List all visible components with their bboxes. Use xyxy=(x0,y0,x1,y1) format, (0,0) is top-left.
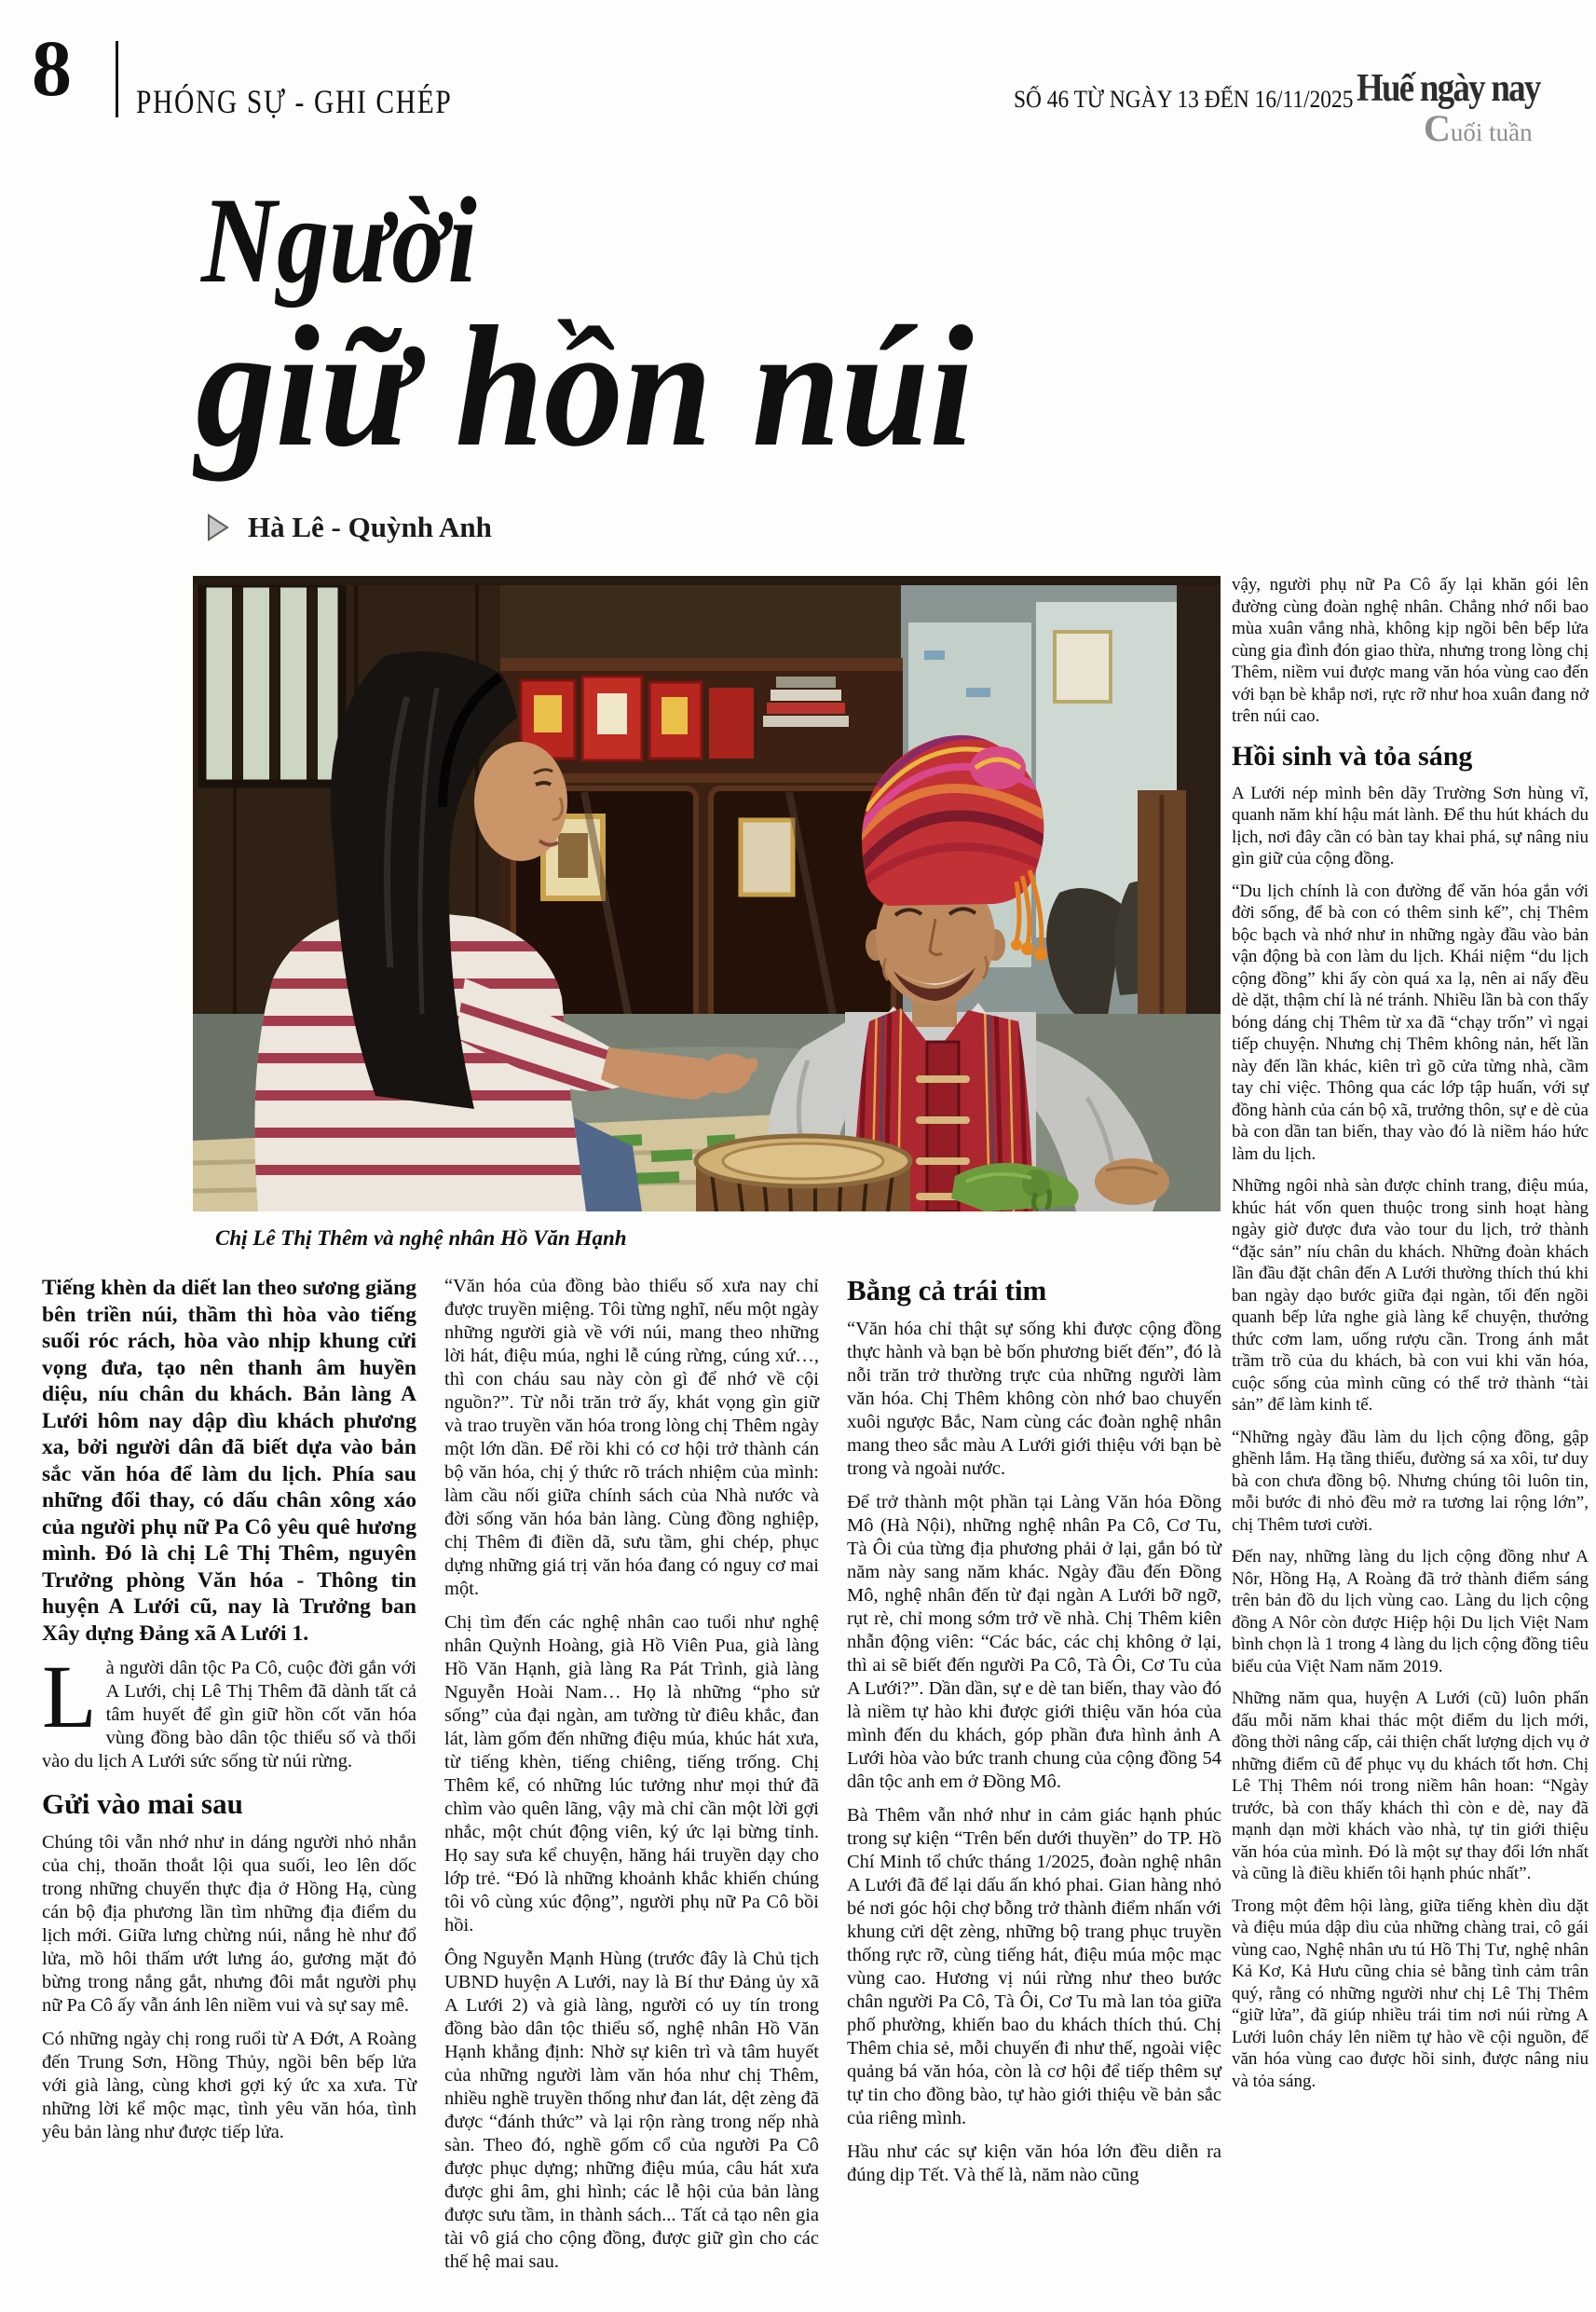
paragraph: Hầu như các sự kiện văn hóa lớn đều diễn ra đúng dịp Tết. Và thế là, năm nào cũng xyxy=(847,2141,1221,2186)
column-4 xyxy=(1232,574,1589,2102)
byline-triangle-icon xyxy=(207,513,229,541)
masthead-edition: Cuối tuần xyxy=(1424,107,1533,149)
paragraph: Có những ngày chị rong ruổi từ A Đớt, A Roàng đến Trung Sơn, Hồng Thủy, ngồi bên bếp lửa với già làng, cùng khơi gợi ký ức xa xưa. Từ những lời kể mộc mạc, tình yêu văn hóa, tình yêu bản làng như được tiếp lửa. xyxy=(42,2029,416,2143)
article-title-line2: giữ hồn núi xyxy=(196,291,974,483)
lead-paragraph: Tiếng khèn da diết lan theo sương giăng bên triền núi, thầm thì hòa vào tiếng suối róc rách, hòa vào nhịp khung cửi vọng đưa, tạo nên thanh âm huyền diệu, níu chân du khách. Bản làng A Lưới hôm nay dập dìu khách phương xa, bởi người dân đã biết dựa vào bản sắc văn hóa để làm du lịch. Phía sau những đổi thay, có dấu chân xông xáo của người phụ nữ Pa Cô yêu quê hương mình. Đó là chị Lê Thị Thêm, nguyên Trưởng phòng Văn hóa - Thông tin huyện A Lưới cũ, nay là Trưởng ban Xây dựng Đảng xã A Lưới 1. xyxy=(42,1276,416,1646)
column-1 xyxy=(42,1275,416,2284)
masthead-logo xyxy=(1357,69,1589,147)
paragraph: Những ngôi nhà sàn được chỉnh trang, điệu múa, khúc hát vốn quen thuộc trong sinh hoạt hàng ngày giờ được đưa vào tour du lịch, trở thành “đặc sản” níu chân du khách. Những đoàn khách lần đầu đặt chân đến A Lưới thường thích thú khi ban ngày dạo bước giữa đại ngàn, tối đến ngồi quanh bếp lửa nghe già làng kể chuyện, thưởng thức cơm lam, uống rượu cần. Trong ánh mắt trầm trồ của du khách, bà con vui khi văn hóa, cuộc sống của mình cũng có thể trở thành “tài sản” để làm kinh tế. xyxy=(1232,1176,1589,1415)
page-number: 8 xyxy=(32,23,72,113)
section-heading-gui-vao-mai-sau: Gửi vào mai sau xyxy=(42,1787,243,1820)
byline-authors: Hà Lê - Quỳnh Anh xyxy=(248,511,492,543)
paragraph: Chúng tôi vẫn nhớ như in dáng người nhỏ nhắn của chị, thoăn thoắt lội qua suối, leo lên dốc trong những chuyến thực địa ở Hồng Hạ, cùng cán bộ địa phương lần tìm những địa điểm du lịch mới. Giữa lưng chừng núi, nắng hè như đổ lửa, mồ hôi thấm ướt lưng áo, gương mặt đỏ bừng trong nắng gắt, nhưng đôi mắt người phụ nữ Pa Cô ấy vẫn ánh lên niềm vui và sự say mê. xyxy=(42,1832,416,2017)
section-title: PHÓNG SỰ - GHI CHÉP xyxy=(136,83,453,120)
section-heading-hoi-sinh-va-toa-sang: Hồi sinh và tỏa sáng xyxy=(1232,740,1473,772)
column-2 xyxy=(444,1275,819,2284)
header-divider xyxy=(116,41,118,117)
paragraph: “Những ngày đầu làm du lịch cộng đồng, gập ghềnh lắm. Hạ tầng thiếu, đường sá xa xôi, tư duy bà con chưa đồng bộ. Nhưng chúng tôi luôn tin, mỗi bước đi nhỏ đều mở ra tương lai rộng lớn”, chị Thêm tươi cười. xyxy=(1232,1427,1589,1535)
paragraph: “Văn hóa của đồng bào thiểu số xưa nay chỉ được truyền miệng. Tôi từng nghĩ, nếu một ngày những người già về với núi, mang theo những lời hát, điệu múa, nghi lễ cúng rừng, cúng xứ…, thì con cháu sau này còn gì để nhớ về cội nguồn?”. Từ nỗi trăn trở ấy, khát vọng gìn giữ và trao truyền văn hóa trong lòng chị Thêm ngày một lớn dần. Để rồi khi có cơ hội trở thành cán bộ văn hóa, chị ý thức rõ trách nhiệm của mình: làm cầu nối giữa chính sách của Nhà nước và đời sống văn hóa bản làng. Cùng đồng nghiệp, chị Thêm đi điền dã, sưu tầm, ghi chép, phục dựng những giá trị văn hóa đang có nguy cơ mai một. xyxy=(444,1276,819,1599)
article-title-line1: Người xyxy=(201,171,477,308)
dropcap-letter: L xyxy=(42,1647,97,1746)
paragraph: vậy, người phụ nữ Pa Cô ấy lại khăn gói lên đường cùng đoàn nghệ nhân. Chẳng nhớ nổi bao mùa xuân vắng nhà, không kịp ngồi bên bếp lửa cùng gia đình đón giao thừa, nhưng trong lòng chị Thêm, niềm vui được mang văn hóa vùng cao đến với bạn bè khắp nơi, rực rỡ như hoa xuân đang nở trên núi cao. xyxy=(1232,575,1589,726)
photo-caption: Chị Lê Thị Thêm và nghệ nhân Hồ Văn Hạnh xyxy=(215,1226,627,1250)
photo-illustration xyxy=(193,576,1221,1211)
paragraph: Đến nay, những làng du lịch cộng đồng như A Nôr, Hồng Hạ, A Roàng đã trở thành điểm sáng trên bản đồ du lịch vùng cao. Làng du lịch cộng đồng A Nôr còn được Hiệp hội Du lịch Việt Nam bình chọn là 1 trong 4 làng du lịch cộng đồng tiêu biểu của Việt Nam năm 2019. xyxy=(1232,1547,1589,1676)
byline xyxy=(207,511,492,544)
issue-info: SỐ 46 TỪ NGÀY 13 ĐẾN 16/11/2025 xyxy=(1014,86,1354,113)
paragraph: Trong một đêm hội làng, giữa tiếng khèn dìu dặt và điệu múa dập dìu của những chàng trai, cô gái vùng cao, Nghệ nhân ưu tú Hồ Thị Tư, nghệ nhân Kả Kơ, Kả Hưu cũng chia sẻ bằng tình cảm trân quý, rằng có những người như chị Lê Thị Thêm “giữ lửa”, đã giúp nhiều trái tim nơi núi rừng A Lưới luôn cháy lên niềm tự hào về cội nguồn, để văn hóa vùng cao được hồi sinh, được nâng niu và tỏa sáng. xyxy=(1232,1895,1589,2091)
paragraph: A Lưới nép mình bên dãy Trường Sơn hùng vĩ, quanh năm khí hậu mát lành. Để thu hút khách du lịch, nơi đây cần có bàn tay khai phá, sự nâng niu gìn giữ của cộng đồng. xyxy=(1232,783,1589,869)
paragraph: “Du lịch chính là con đường để văn hóa gắn với đời sống, để bà con có thêm sinh kế”, chị Thêm bộc bạch và nhớ như in những ngày đầu vào bản vận động bà con làm du lịch. Khái niệm “du lịch cộng đồng” khi ấy còn quá xa lạ, nên ai nấy đều dè dặt, thậm chí là né tránh. Nhiều lần bà con thấy bóng dáng chị Thêm từ xa đã “chạy trốn” vì ngại tiếp chuyện. Nhưng chị Thêm không nản, hết lần này đến lần khác, kiên trì gõ cửa từng nhà, cầm tay chỉ việc. Thông qua các lớp tập huấn, với sự đồng hành của cán bộ xã, trưởng thôn, sự e dè của bà con dần tan biến, thay vào đó là niềm háo hức làm du lịch. xyxy=(1232,881,1589,1164)
column-3 xyxy=(847,1275,1221,2284)
paragraph: Bà Thêm vẫn nhớ như in cảm giác hạnh phúc trong sự kiện “Trên bến dưới thuyền” do TP. Hồ Chí Minh tổ chức tháng 1/2025, đoàn nghệ nhân A Lưới đã để lại dấu ấn khó phai. Gian hàng nhỏ bé nơi góc hội chợ bỗng trở thành điểm nhấn với khung cửi dệt zèng, những bộ trang phục truyền thống rực rỡ, cùng tiếng hát, điệu múa mộc mạc vùng cao. Hương vị núi rừng như theo bước chân người Pa Cô, Tà Ôi, Cơ Tu mà lan tỏa giữa phố phường, khiến bao du khách thích thú. Chị Thêm chia sẻ, mỗi chuyến đi như thế, ngoài việc quảng bá văn hóa, còn là cơ hội để tiếp thêm sự tự tin cho đồng bào, tự hào giới thiệu về bản sắc của riêng mình. xyxy=(847,1805,1221,2129)
article-body xyxy=(42,1275,1221,2284)
paragraph: Những năm qua, huyện A Lưới (cũ) luôn phấn đấu mỗi năm khai thác một điểm du lịch mới, đồng thời nâng cấp, cải thiện chất lượng dịch vụ ở những điểm cũ để phục vụ du khách tốt hơn. Chị Lê Thị Thêm nói trong niềm hân hoan: “Ngày trước, bà con thấy khách thì còn e dè, nay đã mạnh dạn mời khách vào nhà, tự tin giới thiệu văn hóa của mình. Đó là một sự thay đổi lớn nhất và cũng là điều khiến tôi hạnh phúc nhất”. xyxy=(1232,1689,1589,1883)
masthead-name: Huế ngày nay xyxy=(1357,67,1540,110)
article-photo xyxy=(193,576,1221,1211)
dropcap-paragraph xyxy=(42,1647,416,1773)
dropcap-paragraph-text: à người dân tộc Pa Cô, cuộc đời gắn với A Lưới, chị Lê Thị Thêm đã dành tất cả tâm huyết để gìn giữ hồn cốt văn hóa vùng đồng bào dân tộc thiểu số và thổi vào du lịch A Lưới sức sống từ núi rừng. xyxy=(42,1658,416,1772)
paragraph: “Văn hóa chỉ thật sự sống khi được cộng đồng thực hành và bạn bè bốn phương biết đến”, đó là nỗi trăn trở thường trực của những người làm văn hóa. Chị Thêm không còn nhớ bao chuyến xuôi ngược Bắc, Nam cùng các đoàn nghệ nhân mang theo sắc màu A Lưới giới thiệu với bạn bè trong và ngoài nước. xyxy=(847,1319,1221,1480)
paragraph: Để trở thành một phần tại Làng Văn hóa Đồng Mô (Hà Nội), những nghệ nhân Pa Cô, Cơ Tu, Tà Ôi của từng địa phương phải ở lại, gắn bó từ năm này sang năm khác. Ngày đầu đến Đồng Mô, nghệ nhân đến từ đại ngàn A Lưới bỡ ngỡ, rụt rè, chỉ mong sớm trở về nhà. Chị Thêm kiên nhẫn động viên: “Các bác, các chị không ở lại, thì ai sẽ biết đến người Pa Cô, Tà Ôi, Cơ Tu của A Lưới?”. Dần dần, sự e dè tan biến, thay vào đó là niềm tự hào khi được giới thiệu văn hóa của mình đến du khách, góp phần đưa hình ảnh A Lưới hòa vào bức tranh chung của cộng đồng 54 dân tộc anh em ở Đồng Mô. xyxy=(847,1492,1221,1793)
paragraph: Ông Nguyễn Mạnh Hùng (trước đây là Chủ tịch UBND huyện A Lưới, nay là Bí thư Đảng ủy xã A Lưới 2) và già làng, người có uy tín trong đồng bào dân tộc thiểu số, nghệ nhân Hồ Văn Hạnh khẳng định: Nhờ sự kiên trì và tâm huyết của những người làm văn hóa như chị Thêm, nhiều nghề truyền thống như đan lát, dệt zèng đã được “đánh thức” và lại rộn ràng trong nếp nhà sàn. Theo đó, nghề gốm cổ của người Pa Cô được phục dựng; những điệu múa, câu hát xưa được ghi âm, ghi hình; các lễ hội của bản làng được sưu tầm, in thành sách... Tất cả tạo nên gia tài vô giá cho cộng đồng, được giữ gìn cho các thế hệ mai sau. xyxy=(444,1949,819,2272)
paragraph: Chị tìm đến các nghệ nhân cao tuổi như nghệ nhân Quỳnh Hoàng, già Hồ Viên Pua, già làng Hồ Văn Hạnh, già làng Ra Pát Trình, già làng Nguyễn Hoài Nam… Họ là những “pho sử sống” của đại ngàn, am tường từ điêu khắc, đan lát, làm gốm đến những điệu múa, khúc hát xưa, từ tiếng khèn, tiếng chiêng, tiếng trống. Chị Thêm kể, có những lúc tưởng như mọi thứ đã chìm vào quên lãng, vậy mà chỉ cần một lời gợi nhắc, một chút động viên, ký ức lại bừng tỉnh. Họ say sưa kể chuyện, hăng hái truyền dạy cho lớp trẻ. “Đó là những khoảnh khắc khiến chúng tôi vô cùng xúc động”, người phụ nữ Pa Cô bồi hồi. xyxy=(444,1612,819,1936)
section-heading-bang-ca-trai-tim: Bằng cả trái tim xyxy=(847,1274,1047,1306)
